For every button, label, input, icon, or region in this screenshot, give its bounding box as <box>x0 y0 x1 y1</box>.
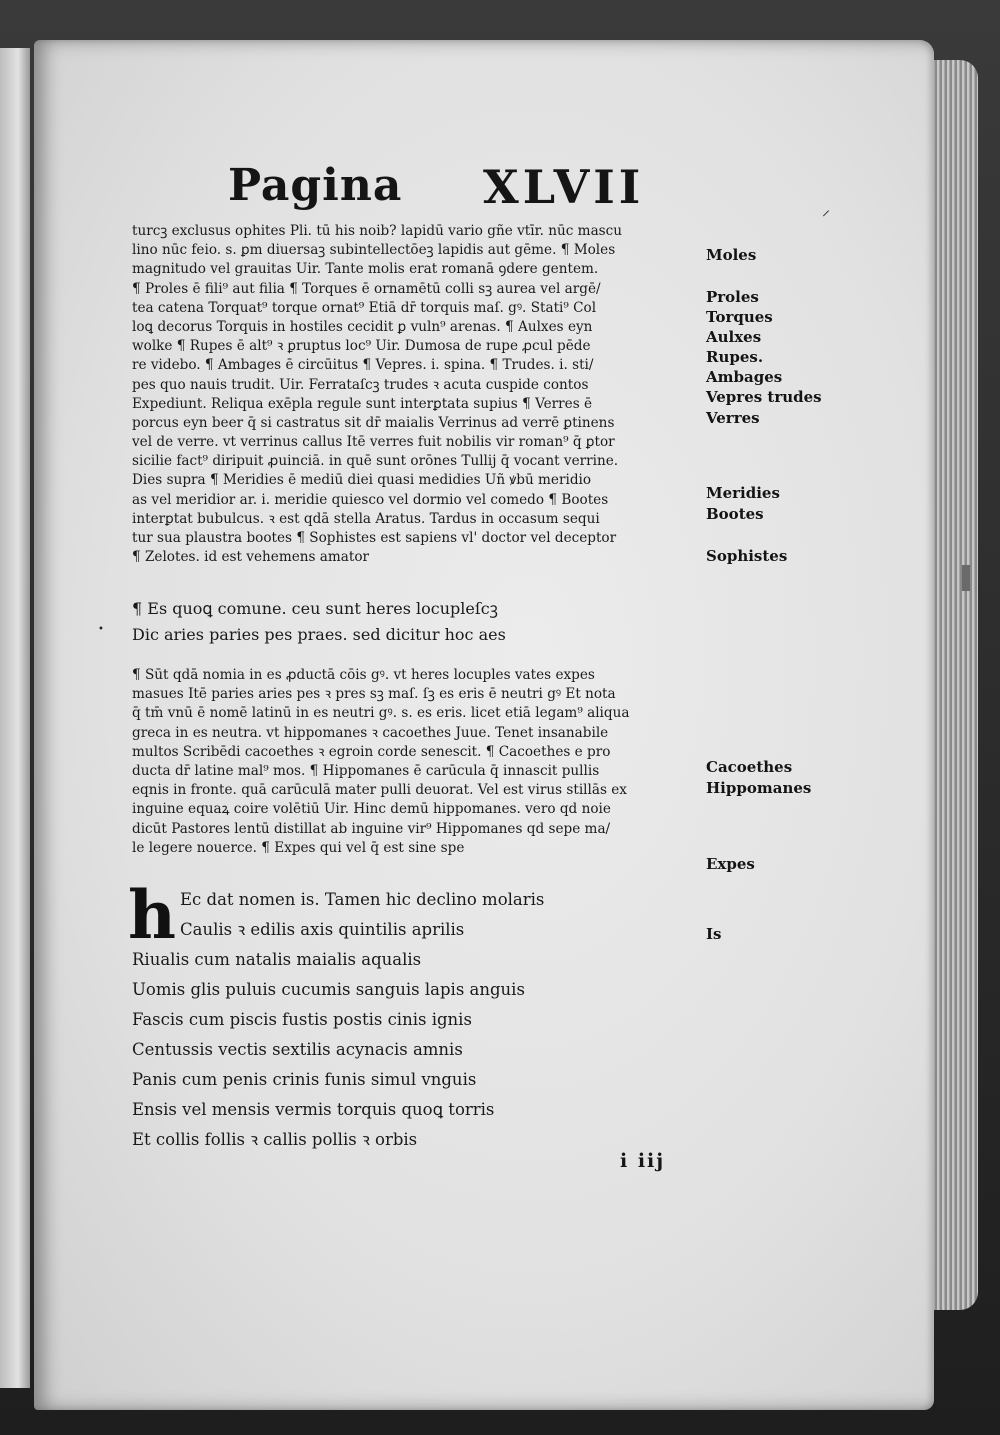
verse-block-2 <box>132 885 712 1155</box>
text-line: dicūt Pastores lentū distillat ab inguine vir⁹ Hippomanes qd sepe ma/ <box>132 820 611 837</box>
verse-line: Panis cum penis crinis funis simul vnguis <box>132 1070 477 1089</box>
text-line: turcꝫ exclusus ophites Pli. tū his noib? lapidū vario gñe vtīr. nūc mascu <box>132 223 623 239</box>
commentary-block-1 <box>132 222 712 567</box>
signature-mark: i iij <box>620 1150 666 1172</box>
text-line: Dies supra ¶ Meridies ē mediū diei quasi medidies Uñ ꝟbū meridio <box>132 472 592 489</box>
margin-note-bootes: Bootes <box>706 505 764 523</box>
margin-note-rupes: Rupes. <box>706 348 764 366</box>
verse-line: ¶ Es quoꝗ comune. ceu sunt heres locupleſcꝫ <box>132 599 498 618</box>
margin-note-hippomanes: Hippomanes <box>706 779 812 797</box>
text-line: vel de verre. vt verrinus callus Itē verres fuit nobilis vir roman⁹ q̄ ꝑtor <box>132 434 615 451</box>
verse-line: Centussis vectis sextilis acynacis amnis <box>132 1040 463 1059</box>
margin-note-verres: Verres <box>706 409 760 427</box>
commentary-block-2 <box>132 666 712 858</box>
text-line: multos Scribēdi cacoethes ꝛ egroin corde senescit. ¶ Cacoethes e pro <box>132 743 611 760</box>
margin-note-proles: Proles <box>706 288 759 306</box>
margin-note-sophistes: Sophistes <box>706 547 788 565</box>
margin-note-moles: Moles <box>706 246 757 264</box>
left-page-edge <box>0 48 30 1388</box>
bookmark-tab <box>962 565 970 591</box>
text-line: pes quo nauis trudit. Uir. Ferrataſcꝫ trudes ꝛ acuta cuspide contos <box>132 376 589 393</box>
stray-mark: ⸝ <box>822 200 831 219</box>
text-line: loꝗ decorus Torquis in hostiles cecidit ꝑ vuln⁹ arenas. ¶ Aulxes eyn <box>132 318 593 335</box>
margin-note-expes: Expes <box>706 855 755 873</box>
text-line: Expediunt. Reliqua exēpla regule sunt interꝑtata supius ¶ Verres ē <box>132 395 593 412</box>
text-line: magnitudo vel grauitas Uir. Tante molis erat romanā ꝯdere gentem. <box>132 261 599 278</box>
verse-line: Fascis cum piscis fustis postis cinis ignis <box>132 1010 472 1029</box>
verse-line: Et collis follis ꝛ callis pollis ꝛ orbis <box>132 1130 418 1149</box>
margin-note-is: Is <box>706 925 722 943</box>
verse-line: Riualis cum natalis maialis aqualis <box>132 950 422 969</box>
text-line: masues Itē paries aries pes ꝛ pres sꝫ maſ. ſꝫ es eris ē neutri gꝰ Et nota <box>132 686 616 703</box>
text-line: tea catena Torquat⁹ torque ornat⁹ Etiā dr̄ torquis maſ. gꝰ. Stati⁹ Col <box>132 299 597 316</box>
text-line: greca in es neutra. vt hippomanes ꝛ cacoethes Juue. Tenet insanabile <box>132 724 609 741</box>
text-line: porcus eyn beer q̄ si castratus sit dr̄ maialis Verrinus ad verrē ꝑtinens <box>132 414 615 431</box>
text-line: eqnis in fronte. quā carūculā mater pulli deuorat. Vel est virus stillās ex <box>132 782 627 799</box>
verse-line: Dic aries paries pes praes. sed dicitur hoc aes <box>132 625 506 644</box>
drop-cap: h <box>128 876 176 954</box>
margin-note-aulxes: Aulxes <box>706 328 762 346</box>
verse-line: Caulis ꝛ edilis axis quintilis aprilis <box>180 920 465 939</box>
verse-block-1 <box>132 596 712 648</box>
margin-note-meridies: Meridies <box>706 484 780 502</box>
verse-line: Uomis glis puluis cucumis sanguis lapis anguis <box>132 980 525 999</box>
text-line: wolke ¶ Rupes ē alt⁹ ꝛ ꝑruptus loc⁹ Uir. Dumosa de rupe ꝓcul pēde <box>132 338 591 355</box>
page-header <box>228 160 668 220</box>
text-line: q̄ tm̄ vnū ē nomē latinū in es neutri gꝰ. s. es eris. licet etiā legam⁹ aliqua <box>132 705 630 722</box>
text-line: lino nūc feio. s. ꝑm diuersaꝫ subintellectōeꝫ lapidis aut gēme. ¶ Moles <box>132 242 616 259</box>
margin-note-torques: Torques <box>706 308 773 326</box>
text-line: le legere nouerce. ¶ Expes qui vel q̄ est sine spe <box>132 839 465 856</box>
text-line: as vel meridior ar. i. meridie quiesco vel dormio vel comedo ¶ Bootes <box>132 491 609 508</box>
verse-line: Ec dat nomen is. Tamen hic declino molaris <box>180 890 545 909</box>
text-line: sicilie fact⁹ diripuit ꝓuinciā. in quē sunt orōnes Tullij q̄ vocant verrine. <box>132 453 619 470</box>
text-line: ¶ Zelotes. id est vehemens amator <box>132 549 370 566</box>
text-line: ducta dr̄ latine mal⁹ mos. ¶ Hippomanes ē carūcula q̄ innascit pullis <box>132 762 600 779</box>
text-line: ¶ Proles ē fili⁹ aut filia ¶ Torques ē ornamētū colli sꝫ aurea vel argē/ <box>132 280 601 297</box>
page-edges <box>930 60 978 1310</box>
text-line: re videbo. ¶ Ambages ē circūitus ¶ Vepres. i. spina. ¶ Trudes. i. sti/ <box>132 357 594 374</box>
header-title-word: Pagina <box>228 160 403 211</box>
text-line: tur sua plaustra bootes ¶ Sophistes est sapiens vl' doctor vel deceptor <box>132 530 617 546</box>
header-folio-number: XLVII <box>483 160 645 214</box>
verse-line: Ensis vel mensis vermis torquis quoꝗ torris <box>132 1100 495 1119</box>
margin-note-vepres-trudes: Vepres trudes <box>706 388 822 406</box>
stray-dot: • <box>98 624 104 635</box>
text-line: inguine equaꝝ coire volētiū Uir. Hinc demū hippomanes. vero qd noie <box>132 801 611 818</box>
text-line: interꝑtat bubulcus. ꝛ est qdā stella Aratus. Tardus in occasum sequi <box>132 510 600 527</box>
margin-note-cacoethes: Cacoethes <box>706 758 793 776</box>
text-line: ¶ Sūt qdā nomia in es ꝓductā cōis gꝰ. vt heres locuples vates expes <box>132 667 595 683</box>
margin-note-ambages: Ambages <box>706 368 783 386</box>
